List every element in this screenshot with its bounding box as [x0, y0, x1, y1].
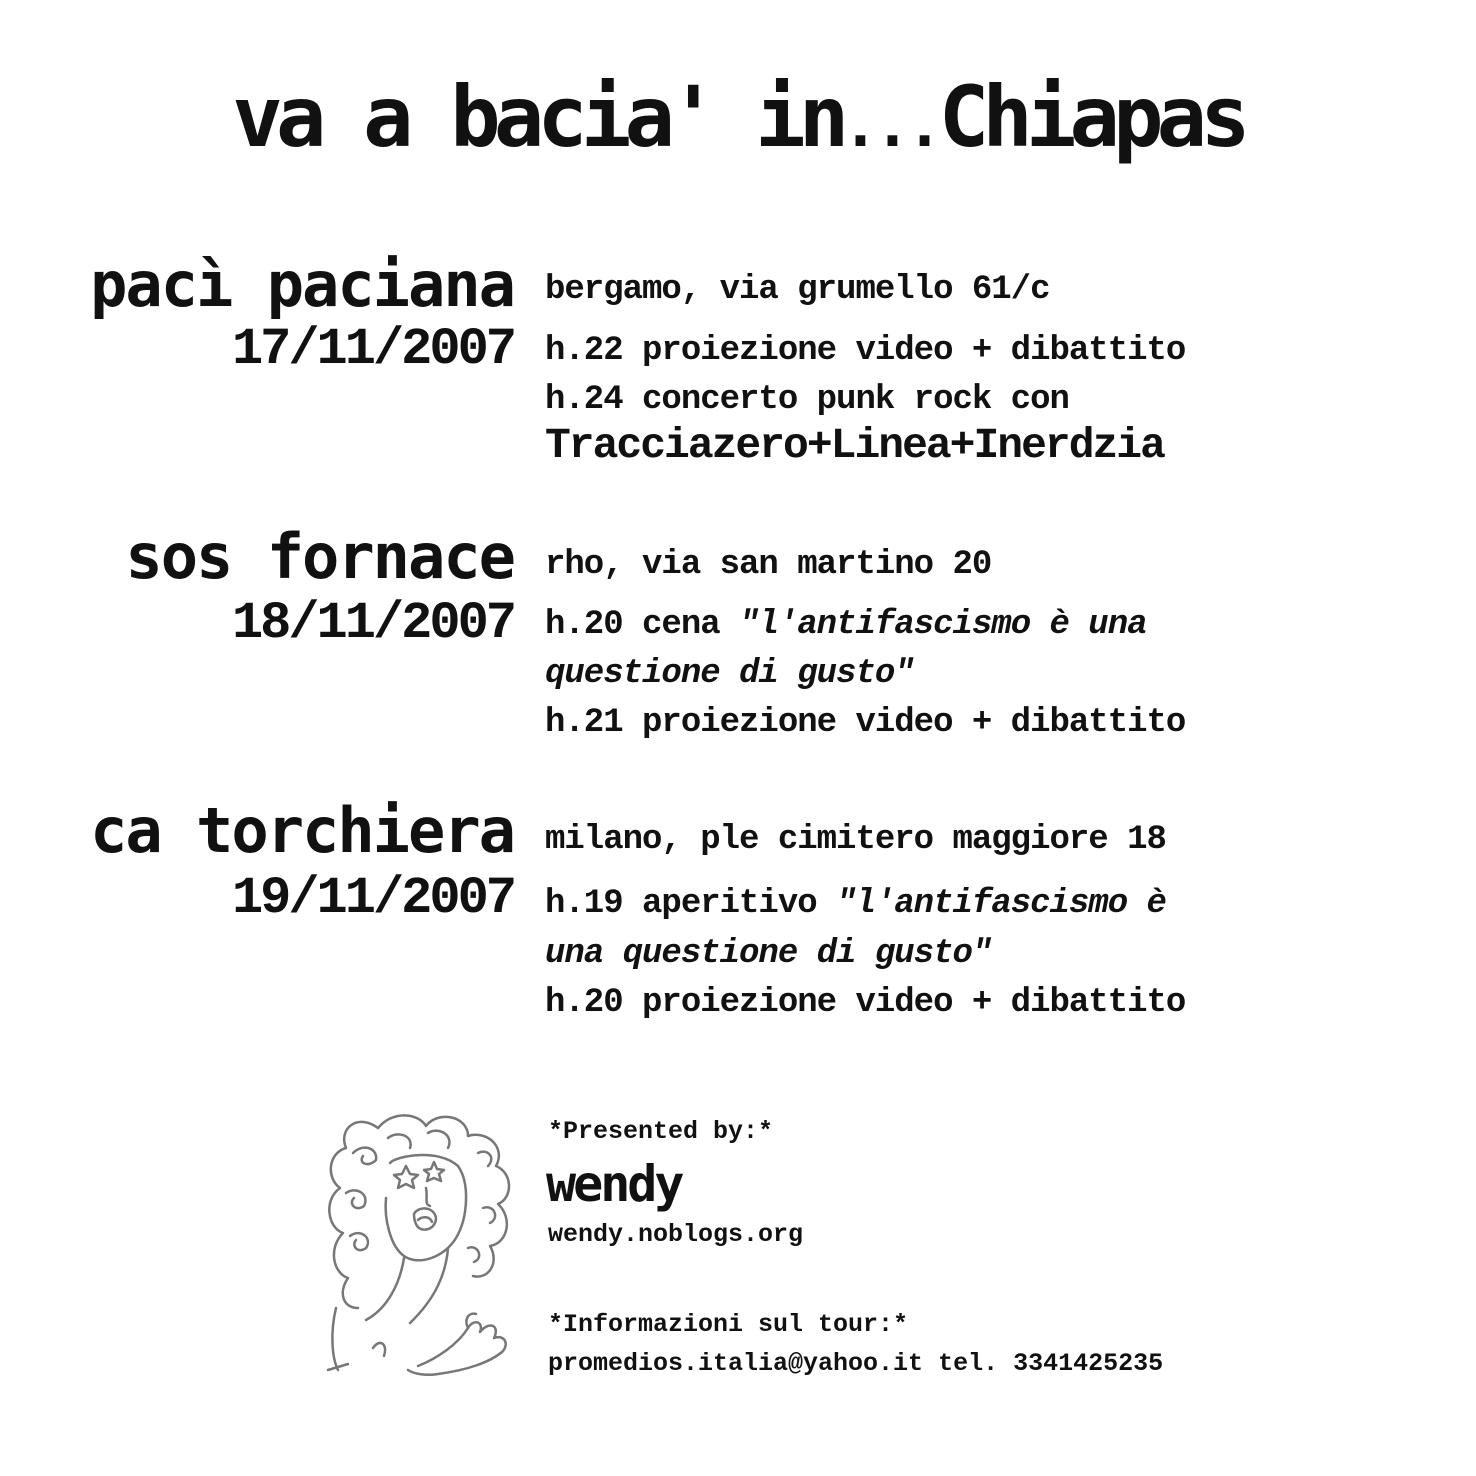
schedule-quote: "l'antifascismo è una	[739, 606, 1147, 644]
event-location: bergamo, via grumello 61/c	[545, 271, 1050, 309]
contact-info[interactable]: promedios.italia@yahoo.it tel. 3341425235	[548, 1349, 1164, 1378]
brand-url[interactable]: wendy.noblogs.org	[548, 1220, 804, 1249]
tour-info-label: *Informazioni sul tour:*	[548, 1310, 909, 1339]
event-date: 18/11/2007	[231, 594, 514, 653]
venue-name: pacì paciana	[90, 248, 514, 321]
brand-name: wendy	[546, 1155, 682, 1213]
event-schedule-line	[545, 934, 991, 974]
presented-by-label: *Presented by:*	[548, 1117, 774, 1146]
schedule-quote: questione di gusto"	[545, 655, 914, 693]
venue-name: sos fornace	[125, 520, 514, 593]
event-schedule-line: h.21 proiezione video + dibattito	[545, 704, 1186, 742]
wendy-girl-drawing-icon	[318, 1108, 528, 1378]
schedule-quote: una questione di gusto"	[545, 935, 992, 973]
title-part-2: Chiapas	[938, 68, 1244, 166]
event-location: rho, via san martino 20	[545, 546, 992, 584]
event-date: 19/11/2007	[231, 869, 514, 928]
schedule-quote: "l'antifascismo è	[836, 885, 1166, 923]
event-schedule-line	[545, 605, 1147, 645]
event-bands: Tracciazero+Linea+Inerdzia	[545, 421, 1164, 470]
event-schedule-line: h.24 concerto punk rock con	[545, 381, 1069, 419]
event-schedule-line: h.20 proiezione video + dibattito	[545, 984, 1186, 1022]
event-schedule-line	[545, 884, 1166, 924]
schedule-text: h.19 aperitivo	[545, 885, 837, 923]
event-date: 17/11/2007	[231, 320, 514, 379]
event-location: milano, ple cimitero maggiore 18	[545, 821, 1166, 859]
title-part-1: va a bacia' in	[232, 68, 843, 166]
venue-name: ca torchiera	[90, 794, 514, 867]
title-ellipsis: ...	[842, 91, 939, 161]
event-schedule-line: h.22 proiezione video + dibattito	[545, 332, 1186, 370]
event-schedule-line	[545, 654, 914, 694]
schedule-text: h.20 cena	[545, 606, 740, 644]
poster-title	[0, 68, 1476, 171]
